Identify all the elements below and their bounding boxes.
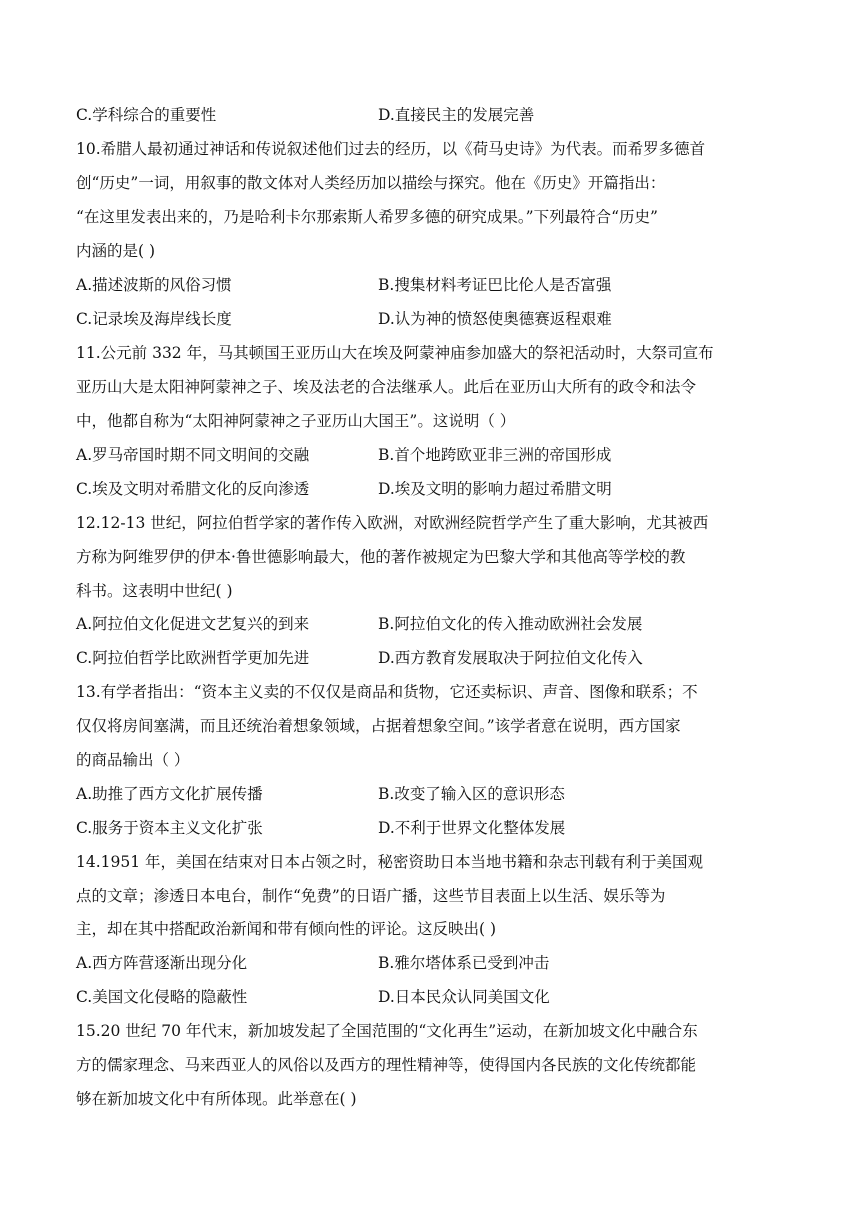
q14-stem-line: 14.1951 年，美国在结束对日本占领之时，秘密资助日本当地书籍和杂志刊载有利于美国观 xyxy=(76,853,704,871)
q10-option-c: C.记录埃及海岸线长度 xyxy=(76,310,232,328)
q14-option-a: A.西方阵营逐渐出现分化 xyxy=(76,954,248,972)
q11-option-a: A.罗马帝国时期不同文明间的交融 xyxy=(76,446,310,464)
q12-stem-line: 科书。这表明中世纪( ) xyxy=(76,582,233,600)
q13-option-d: D.不利于世界文化整体发展 xyxy=(378,819,566,837)
q14-option-d: D.日本民众认同美国文化 xyxy=(378,988,550,1006)
q10-option-b: B.搜集材料考证巴比伦人是否富强 xyxy=(378,276,612,294)
q10-option-a: A.描述波斯的风俗习惯 xyxy=(76,276,232,294)
q11-stem-line: 亚历山大是太阳神阿蒙神之子、埃及法老的合法继承人。此后在亚历山大所有的政令和法令 xyxy=(76,378,697,396)
q15-stem-line: 方的儒家理念、马来西亚人的风俗以及西方的理性精神等，使得国内各民族的文化传统都能 xyxy=(76,1056,697,1074)
q9-option-d: D.直接民主的发展完善 xyxy=(378,106,535,124)
q14-option-b: B.雅尔塔体系已受到冲击 xyxy=(378,954,550,972)
q10-stem-line: 内涵的是( ) xyxy=(76,242,156,260)
q13-stem-line: 的商品输出（ ） xyxy=(76,751,190,769)
q14-stem-line: 主，却在其中搭配政治新闻和带有倾向性的评论。这反映出( ) xyxy=(76,920,497,938)
q14-option-c: C.美国文化侵略的隐蔽性 xyxy=(76,988,248,1006)
q11-option-b: B.首个地跨欧亚非三洲的帝国形成 xyxy=(378,446,612,464)
q13-option-b: B.改变了输入区的意识形态 xyxy=(378,785,565,803)
q13-option-a: A.助推了西方文化扩展传播 xyxy=(76,785,263,803)
q12-option-a: A.阿拉伯文化促进文艺复兴的到来 xyxy=(76,615,310,633)
q13-option-c: C.服务于资本主义文化扩张 xyxy=(76,819,263,837)
q13-stem-line: 13.有学者指出：“资本主义卖的不仅仅是商品和货物，它还卖标识、声音、图像和联系；不 xyxy=(76,683,698,701)
q11-stem-line: 11.公元前 332 年，马其顿国王亚历山大在埃及阿蒙神庙参加盛大的祭祀活动时，大祭司宣布 xyxy=(76,344,714,362)
q12-stem-line: 12.12-13 世纪，阿拉伯哲学家的著作传入欧洲，对欧洲经院哲学产生了重大影响，尤其被西 xyxy=(76,514,709,532)
q12-option-d: D.西方教育发展取决于阿拉伯文化传入 xyxy=(378,649,643,667)
q10-option-d: D.认为神的愤怒使奥德赛返程艰难 xyxy=(378,310,612,328)
q12-option-c: C.阿拉伯哲学比欧洲哲学更加先进 xyxy=(76,649,310,667)
q11-stem-line: 中，他都自称为“太阳神阿蒙神之子亚历山大国王”。这说明（ ） xyxy=(76,412,516,430)
q12-option-b: B.阿拉伯文化的传入推动欧洲社会发展 xyxy=(378,615,643,633)
q9-option-c: C.学科综合的重要性 xyxy=(76,106,217,124)
q11-option-d: D.埃及文明的影响力超过希腊文明 xyxy=(378,480,612,498)
q15-stem-line: 15.20 世纪 70 年代末，新加坡发起了全国范围的“文化再生”运动，在新加坡文化中融合东 xyxy=(76,1022,698,1040)
q12-stem-line: 方称为阿维罗伊的伊本·鲁世德影响最大，他的著作被规定为巴黎大学和其他高等学校的教 xyxy=(76,548,686,566)
q13-stem-line: 仅仅将房间塞满，而且还统治着想象领域，占据着想象空间。”该学者意在说明，西方国家 xyxy=(76,717,681,735)
q14-stem-line: 点的文章；渗透日本电台，制作“免费”的日语广播，这些节目表面上以生活、娱乐等为 xyxy=(76,887,666,905)
q10-stem-line: 创“历史”一词，用叙事的散文体对人类经历加以描绘与探究。他在《历史》开篇指出： xyxy=(76,174,666,192)
q15-stem-line: 够在新加坡文化中有所体现。此举意在( ) xyxy=(76,1090,357,1108)
q11-option-c: C.埃及文明对希腊文化的反向渗透 xyxy=(76,480,310,498)
q10-stem-line: 10.希腊人最初通过神话和传说叙述他们过去的经历，以《荷马史诗》为代表。而希罗多德首 xyxy=(76,140,706,158)
q10-stem-line: “在这里发表出来的，乃是哈利卡尔那索斯人希罗多德的研究成果。”下列最符合“历史” xyxy=(76,208,658,226)
